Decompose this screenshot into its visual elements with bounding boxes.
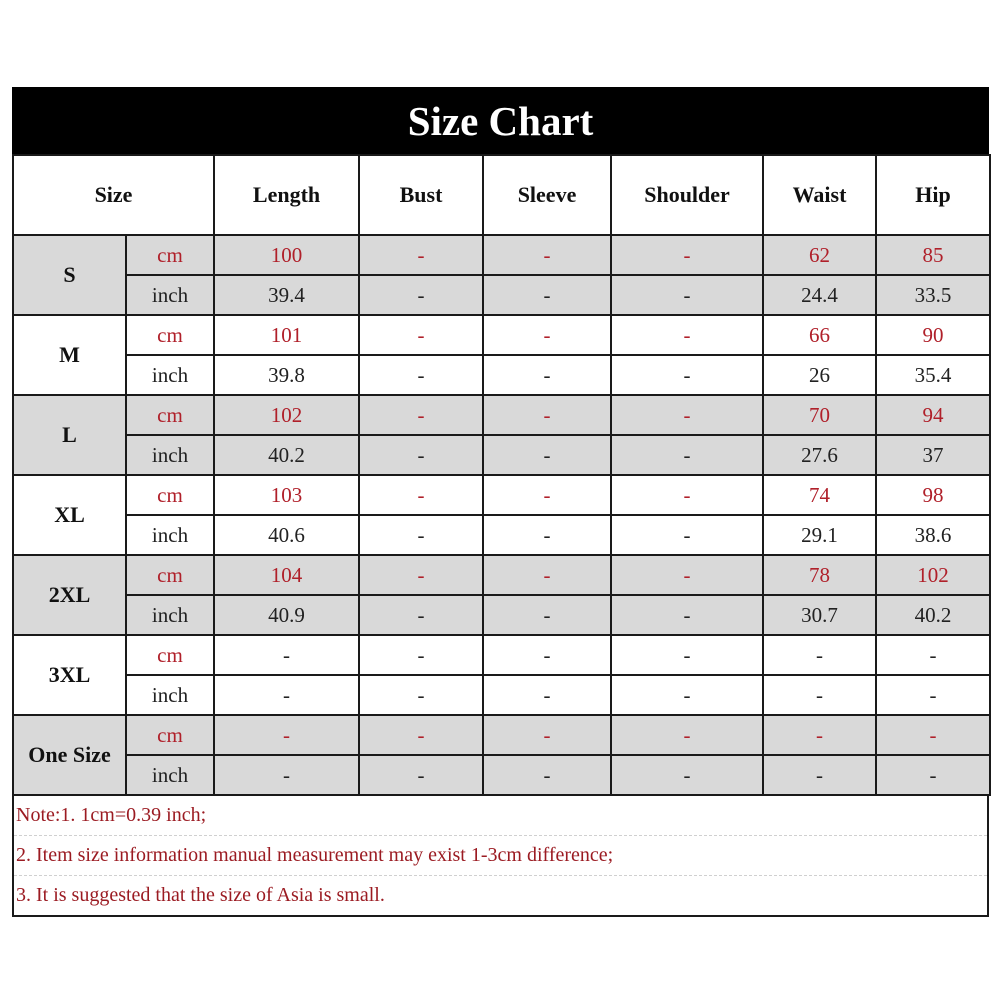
- unit-label: cm: [126, 235, 214, 275]
- cell-waist-cm: -: [763, 635, 876, 675]
- cell-waist-cm: 62: [763, 235, 876, 275]
- cell-hip-inch: 35.4: [876, 355, 990, 395]
- cell-sleeve-cm: -: [483, 315, 611, 355]
- unit-label: inch: [126, 755, 214, 795]
- cell-length-inch: 40.9: [214, 595, 359, 635]
- size-label: XL: [13, 475, 126, 555]
- cell-waist-cm: 78: [763, 555, 876, 595]
- cell-shoulder-cm: -: [611, 635, 763, 675]
- cell-length-inch: -: [214, 755, 359, 795]
- size-label: 3XL: [13, 635, 126, 715]
- unit-label: inch: [126, 675, 214, 715]
- cell-sleeve-cm: -: [483, 715, 611, 755]
- unit-label: inch: [126, 595, 214, 635]
- cell-bust-cm: -: [359, 715, 483, 755]
- cell-shoulder-inch: -: [611, 755, 763, 795]
- cell-hip-cm: 90: [876, 315, 990, 355]
- cell-length-cm: 104: [214, 555, 359, 595]
- cell-shoulder-cm: -: [611, 315, 763, 355]
- cell-bust-cm: -: [359, 475, 483, 515]
- table-row: [13, 515, 990, 555]
- cell-hip-cm: 94: [876, 395, 990, 435]
- cell-length-cm: 103: [214, 475, 359, 515]
- unit-label: cm: [126, 395, 214, 435]
- cell-waist-inch: 26: [763, 355, 876, 395]
- cell-bust-cm: -: [359, 635, 483, 675]
- cell-bust-cm: -: [359, 235, 483, 275]
- header-waist: Waist: [763, 155, 876, 235]
- cell-hip-inch: 38.6: [876, 515, 990, 555]
- cell-bust-inch: -: [359, 755, 483, 795]
- cell-sleeve-cm: -: [483, 475, 611, 515]
- cell-hip-inch: 33.5: [876, 275, 990, 315]
- cell-length-cm: 102: [214, 395, 359, 435]
- size-chart: [12, 87, 989, 917]
- cell-length-inch: 40.2: [214, 435, 359, 475]
- cell-shoulder-inch: -: [611, 515, 763, 555]
- cell-length-inch: 39.8: [214, 355, 359, 395]
- cell-waist-inch: -: [763, 675, 876, 715]
- table-row: [13, 435, 990, 475]
- cell-sleeve-inch: -: [483, 355, 611, 395]
- cell-bust-inch: -: [359, 595, 483, 635]
- cell-length-inch: 40.6: [214, 515, 359, 555]
- cell-hip-cm: -: [876, 715, 990, 755]
- table-row: [13, 715, 990, 755]
- cell-shoulder-cm: -: [611, 715, 763, 755]
- cell-sleeve-cm: -: [483, 635, 611, 675]
- table-row: [13, 275, 990, 315]
- unit-label: inch: [126, 275, 214, 315]
- cell-length-inch: -: [214, 675, 359, 715]
- size-label: M: [13, 315, 126, 395]
- table-row: [13, 595, 990, 635]
- cell-bust-cm: -: [359, 395, 483, 435]
- unit-label: cm: [126, 315, 214, 355]
- cell-shoulder-cm: -: [611, 555, 763, 595]
- header-hip: Hip: [876, 155, 990, 235]
- size-label: L: [13, 395, 126, 475]
- cell-sleeve-cm: -: [483, 395, 611, 435]
- cell-length-cm: -: [214, 715, 359, 755]
- cell-length-cm: 101: [214, 315, 359, 355]
- cell-sleeve-inch: -: [483, 675, 611, 715]
- table-row: [13, 355, 990, 395]
- unit-label: cm: [126, 475, 214, 515]
- header-size: Size: [13, 155, 214, 235]
- cell-length-cm: 100: [214, 235, 359, 275]
- size-label: One Size: [13, 715, 126, 795]
- table-row: [13, 395, 990, 435]
- unit-label: cm: [126, 555, 214, 595]
- cell-waist-inch: 24.4: [763, 275, 876, 315]
- cell-shoulder-inch: -: [611, 435, 763, 475]
- table-row: [13, 555, 990, 595]
- cell-waist-cm: 74: [763, 475, 876, 515]
- cell-length-cm: -: [214, 635, 359, 675]
- cell-sleeve-inch: -: [483, 595, 611, 635]
- cell-hip-inch: -: [876, 755, 990, 795]
- note-2: 2. Item size information manual measurement may exist 1-3cm difference;: [14, 836, 987, 876]
- cell-waist-inch: 30.7: [763, 595, 876, 635]
- cell-sleeve-cm: -: [483, 235, 611, 275]
- cell-length-inch: 39.4: [214, 275, 359, 315]
- unit-label: inch: [126, 355, 214, 395]
- table-row: [13, 635, 990, 675]
- cell-shoulder-cm: -: [611, 475, 763, 515]
- size-label: 2XL: [13, 555, 126, 635]
- cell-waist-cm: -: [763, 715, 876, 755]
- header-row: [13, 155, 990, 235]
- table-row: [13, 675, 990, 715]
- cell-bust-inch: -: [359, 355, 483, 395]
- cell-waist-cm: 70: [763, 395, 876, 435]
- cell-sleeve-inch: -: [483, 515, 611, 555]
- cell-waist-inch: 29.1: [763, 515, 876, 555]
- cell-shoulder-inch: -: [611, 675, 763, 715]
- header-bust: Bust: [359, 155, 483, 235]
- cell-shoulder-inch: -: [611, 595, 763, 635]
- cell-waist-inch: 27.6: [763, 435, 876, 475]
- unit-label: cm: [126, 635, 214, 675]
- header-shoulder: Shoulder: [611, 155, 763, 235]
- note-1: Note:1. 1cm=0.39 inch;: [14, 796, 987, 836]
- cell-waist-inch: -: [763, 755, 876, 795]
- cell-hip-cm: 102: [876, 555, 990, 595]
- unit-label: cm: [126, 715, 214, 755]
- cell-bust-inch: -: [359, 675, 483, 715]
- table-row: [13, 475, 990, 515]
- cell-shoulder-cm: -: [611, 395, 763, 435]
- cell-sleeve-inch: -: [483, 435, 611, 475]
- table-row: [13, 755, 990, 795]
- cell-hip-inch: -: [876, 675, 990, 715]
- size-label: S: [13, 235, 126, 315]
- cell-bust-inch: -: [359, 435, 483, 475]
- unit-label: inch: [126, 515, 214, 555]
- note-3: 3. It is suggested that the size of Asia is small.: [16, 884, 385, 906]
- cell-shoulder-inch: -: [611, 275, 763, 315]
- cell-bust-cm: -: [359, 555, 483, 595]
- cell-hip-cm: 85: [876, 235, 990, 275]
- cell-bust-cm: -: [359, 315, 483, 355]
- cell-sleeve-cm: -: [483, 555, 611, 595]
- cell-hip-inch: 40.2: [876, 595, 990, 635]
- table-row: [13, 315, 990, 355]
- cell-hip-cm: -: [876, 635, 990, 675]
- header-sleeve: Sleeve: [483, 155, 611, 235]
- cell-bust-inch: -: [359, 515, 483, 555]
- size-table: [12, 154, 991, 796]
- cell-hip-cm: 98: [876, 475, 990, 515]
- cell-sleeve-inch: -: [483, 755, 611, 795]
- notes-section: [12, 796, 989, 917]
- unit-label: inch: [126, 435, 214, 475]
- cell-waist-cm: 66: [763, 315, 876, 355]
- cell-shoulder-cm: -: [611, 235, 763, 275]
- chart-title: Size Chart: [12, 87, 989, 154]
- cell-hip-inch: 37: [876, 435, 990, 475]
- header-length: Length: [214, 155, 359, 235]
- table-row: [13, 235, 990, 275]
- cell-shoulder-inch: -: [611, 355, 763, 395]
- cell-bust-inch: -: [359, 275, 483, 315]
- cell-sleeve-inch: -: [483, 275, 611, 315]
